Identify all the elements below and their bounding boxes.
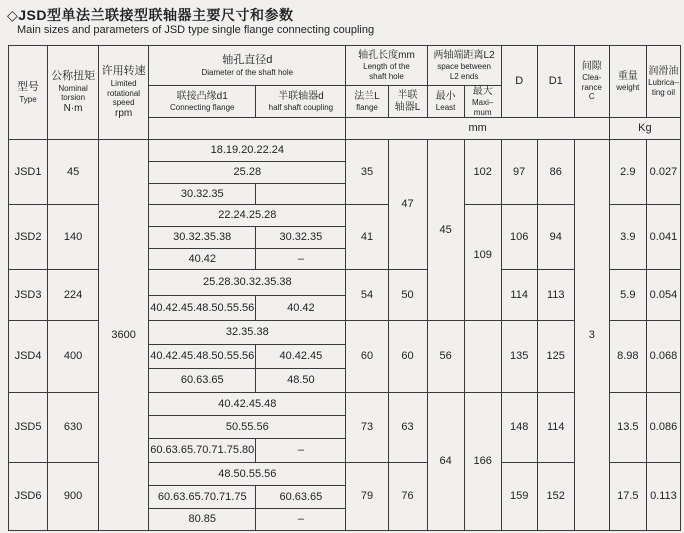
cell-jsd4-bore2-d1: 40.42.45.48.50.55.56: [149, 345, 256, 369]
header-bore-dia-en: Diameter of the shaft hole: [201, 67, 294, 77]
header-bore-len-en2: shaft hole: [369, 71, 404, 81]
header-l-half: [388, 86, 427, 118]
cell-jsd2-weight: 3.9: [609, 205, 646, 270]
cell-jsd4-bore2-d: 40.42.45: [256, 345, 346, 369]
header-max-en2: mum: [473, 107, 492, 117]
cell-jsd3-D1: 113: [537, 270, 574, 321]
cell-jsd1-bore3-d: [256, 184, 346, 205]
header-weight-en: weight: [616, 82, 640, 92]
header-bore-length-group: [346, 46, 427, 86]
header-D1: D1: [537, 46, 574, 118]
cell-jsd1-torque: 45: [48, 140, 99, 205]
header-clearance: [574, 46, 609, 118]
cell-min-jsd1-3: 45: [427, 140, 464, 321]
cell-jsd5-torque: 630: [48, 393, 99, 463]
cell-jsd2-bore2-d: 30.32.35: [256, 227, 346, 249]
cell-jsd2-bore3-d1: 40.42: [149, 249, 256, 270]
cell-jsd3-bore2-d: 40.42: [256, 296, 346, 321]
cell-jsd3-D: 114: [501, 270, 537, 321]
header-bore-dia-zh: 轴孔直径d: [222, 53, 273, 66]
header-oil-en1: Lubrica–: [648, 78, 679, 87]
cell-jsd4-min: 56: [427, 321, 464, 393]
cell-jsd2-bore2-d1: 30.32.35.38: [149, 227, 256, 249]
cell-jsd4-bore3-d: 48.50: [256, 369, 346, 393]
cell-jsd3-bore2-d1: 40.42.45.48.50.55.56: [149, 296, 256, 321]
cell-min-jsd5-6: 64: [427, 393, 464, 531]
header-bore-len-en1: Length of the: [363, 61, 410, 71]
header-weight: [609, 46, 646, 118]
table-row: [9, 140, 681, 162]
header-speed-en3: speed: [112, 98, 135, 108]
cell-jsd2-D: 106: [501, 205, 537, 270]
cell-jsd4-lflange: 60: [346, 321, 388, 393]
header-lf-zh: 法兰L: [354, 90, 380, 102]
cell-jsd3-oil: 0.054: [646, 270, 680, 321]
header-min: [427, 86, 464, 118]
header-speed-unit: rpm: [115, 107, 133, 119]
page-subtitle: Main sizes and parameters of JSD type single flange connecting coupling: [17, 24, 375, 36]
cell-jsd4-D1: 125: [537, 321, 574, 393]
cell-jsd3-torque: 224: [48, 270, 99, 321]
header-speed-zh: 许用转速: [101, 65, 146, 78]
cell-jsd3-weight: 5.9: [609, 270, 646, 321]
cell-jsd4-max: [464, 321, 501, 393]
cell-jsd5-D: 148: [501, 393, 537, 463]
header-torque-zh: 公称扭矩: [51, 70, 96, 83]
header-oil-zh: 润滑油: [648, 66, 679, 77]
cell-jsd4-D: 135: [501, 321, 537, 393]
cell-jsd2-bore1: 22.24.25.28: [149, 205, 346, 227]
cell-jsd5-weight: 13.5: [609, 393, 646, 463]
header-max-en1: Maxi–: [471, 98, 494, 107]
header-d: [256, 86, 346, 118]
header-oil: [646, 46, 680, 118]
header-row-groups: [9, 46, 681, 86]
cell-jsd6-bore2-d1: 60.63.65.70.71.75: [149, 486, 256, 509]
header-type: [9, 46, 48, 140]
cell-jsd2-type: JSD2: [9, 205, 48, 270]
header-lh-zh1: 半联: [397, 89, 418, 101]
cell-jsd5-type: JSD5: [9, 393, 48, 463]
cell-jsd6-lhalf: 76: [388, 463, 427, 531]
cell-jsd3-lhalf: 50: [388, 270, 427, 321]
cell-jsd4-lhalf: 60: [388, 321, 427, 393]
header-torque: [48, 46, 99, 140]
header-l2-zh: 两轴端距离L2: [433, 49, 495, 61]
cell-jsd5-bore3-d1: 60.63.65.70.71.75.80: [149, 439, 256, 463]
cell-jsd3-lflange: 54: [346, 270, 388, 321]
header-lh-zh2: 轴器L: [394, 101, 421, 113]
header-speed: [99, 46, 149, 140]
header-clearance-en3: C: [588, 92, 595, 102]
cell-jsd5-D1: 114: [537, 393, 574, 463]
cell-jsd5-bore3-d: –: [256, 439, 346, 463]
header-clearance-zh: 间隙: [581, 61, 602, 73]
cell-jsd3-bore1: 25.28.30.32.35.38: [149, 270, 346, 296]
cell-jsd3-type: JSD3: [9, 270, 48, 321]
header-weight-zh: 重量: [617, 70, 638, 82]
cell-jsd2-oil: 0.041: [646, 205, 680, 270]
cell-jsd5-lflange: 73: [346, 393, 388, 463]
header-l-flange: [346, 86, 388, 118]
spec-table: [8, 45, 681, 531]
header-speed-en2: rotational: [107, 88, 141, 98]
header-oil-en2: ting oil: [651, 87, 675, 97]
header-d-zh: 半联轴器d: [278, 90, 324, 102]
cell-jsd6-bore1: 48.50.55.56: [149, 463, 346, 486]
cell-jsd4-weight: 8.98: [609, 321, 646, 393]
unit-blank-cell: [149, 118, 346, 140]
cell-jsd6-weight: 17.5: [609, 463, 646, 531]
header-bore-diameter-group: [149, 46, 346, 86]
cell-jsd1-bore1: 18.19.20.22.24: [149, 140, 346, 162]
cell-jsd2-torque: 140: [48, 205, 99, 270]
unit-kg: Kg: [609, 118, 680, 140]
cell-jsd1-weight: 2.9: [609, 140, 646, 205]
cell-jsd1-lflange: 35: [346, 140, 388, 205]
cell-jsd4-oil: 0.068: [646, 321, 680, 393]
cell-jsd6-lflange: 79: [346, 463, 388, 531]
header-torque-en2: torsion: [61, 93, 86, 103]
cell-max-jsd2-3-value: 109: [473, 249, 492, 262]
cell-jsd4-type: JSD4: [9, 321, 48, 393]
cell-jsd6-torque: 900: [48, 463, 99, 531]
cell-jsd4-bore3-d1: 60.63.65: [149, 369, 256, 393]
header-l2-group: [427, 46, 501, 86]
header-min-zh: 最小: [435, 90, 456, 102]
cell-jsd6-oil: 0.113: [646, 463, 680, 531]
cell-jsd6-bore3-d: –: [256, 509, 346, 531]
cell-jsd1-D1: 86: [537, 140, 574, 205]
header-clearance-en2: rance: [581, 82, 602, 92]
cell-lhalf-jsd1-2: 47: [388, 140, 427, 270]
header-torque-en1: Nominal: [58, 83, 88, 93]
header-bore-len-zh: 轴孔长度mm: [358, 49, 415, 61]
cell-clearance-shared: 3: [574, 140, 609, 531]
cell-jsd1-oil: 0.027: [646, 140, 680, 205]
cell-jsd6-D: 159: [501, 463, 537, 531]
cell-jsd5-bore1: 40.42.45.48: [149, 393, 346, 416]
cell-jsd1-D: 97: [501, 140, 537, 205]
cell-jsd5-bore2: 50.55.56: [149, 416, 346, 439]
cell-jsd2-D1: 94: [537, 205, 574, 270]
header-d1: [149, 86, 256, 118]
header-d1-zh: 联接凸缘d1: [176, 90, 228, 102]
cell-jsd6-bore3-d1: 80.85: [149, 509, 256, 531]
cell-jsd1-bore2: 25.28: [149, 162, 346, 184]
cell-jsd2-bore3-d: –: [256, 249, 346, 270]
header-l2-en2: L2 ends: [449, 71, 479, 81]
header-min-en: Least: [435, 102, 456, 112]
cell-jsd4-torque: 400: [48, 321, 99, 393]
header-d-en: half shaft coupling: [268, 102, 334, 112]
cell-jsd1-max: 102: [464, 140, 501, 205]
cell-jsd5-oil: 0.086: [646, 393, 680, 463]
cell-jsd1-bore3-d1: 30.32.35: [149, 184, 256, 205]
cell-speed-shared: 3600: [99, 140, 149, 531]
cell-max-jsd5-6: 166: [464, 393, 501, 531]
cell-jsd6-type: JSD6: [9, 463, 48, 531]
cell-jsd6-D1: 152: [537, 463, 574, 531]
cell-max-jsd2-3: [464, 205, 501, 321]
page-title: ◇JSD型单法兰联接型联轴器主要尺寸和参数: [7, 7, 294, 23]
header-speed-en1: Limited: [110, 79, 137, 89]
header-D: D: [501, 46, 537, 118]
header-torque-unit: N·m: [63, 103, 83, 115]
cell-jsd2-lflange: 41: [346, 205, 388, 270]
header-lf-en: flange: [356, 102, 378, 112]
cell-jsd5-lhalf: 63: [388, 393, 427, 463]
header-max: [464, 86, 501, 118]
unit-mm: mm: [346, 118, 609, 140]
header-type-zh: 型号: [17, 80, 40, 93]
header-max-zh: 最大: [472, 86, 493, 97]
header-d1-en: Connecting flange: [169, 102, 235, 112]
cell-jsd1-type: JSD1: [9, 140, 48, 205]
cell-jsd4-bore1: 32.35.38: [149, 321, 346, 345]
cell-jsd6-bore2-d: 60.63.65: [256, 486, 346, 509]
header-l2-en1: space between: [437, 61, 492, 71]
header-type-en: Type: [19, 94, 37, 104]
header-clearance-en1: Clea-: [582, 73, 602, 83]
